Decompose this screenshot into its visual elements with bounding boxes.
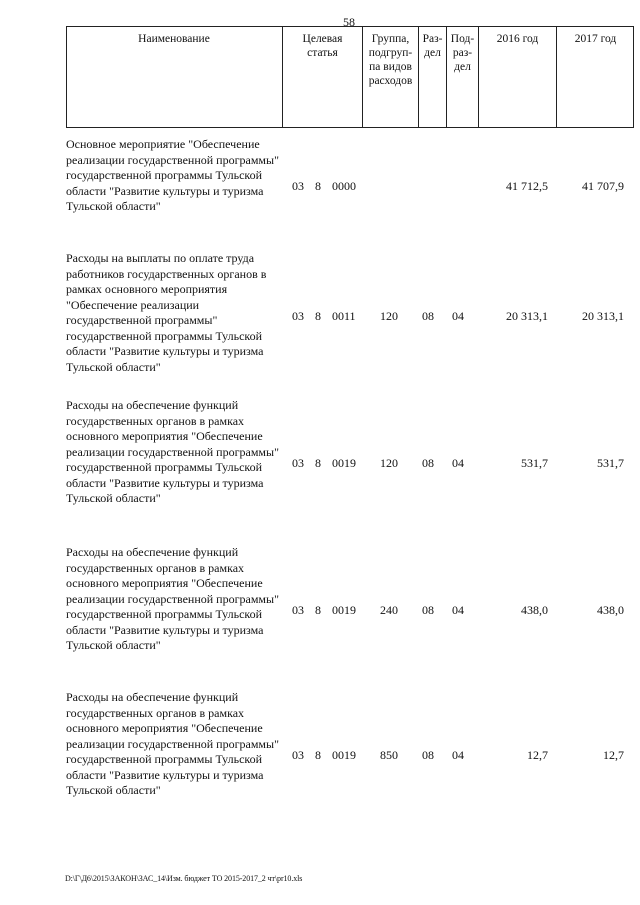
amount-2016: 531,7 [521, 456, 548, 470]
header-group-line: па видов [369, 61, 412, 73]
header-subsection-line: дел [454, 61, 471, 73]
code-program: 03 [292, 456, 304, 470]
row-name: Расходы на обеспечение функций государственных органов в рамках основного мероприятия "Обеспечение реализации государственной программы" государственной программы Тульской области "Развитие культуры и туризма Тульской области" [66, 690, 279, 797]
header-target-article [282, 26, 362, 128]
header-group-line: подгруп- [368, 47, 413, 59]
code-direction: 0019 [332, 748, 356, 762]
code-subprogram: 8 [315, 603, 321, 617]
header-section-line: дел [424, 47, 441, 59]
header-subsection-line: раз- [452, 47, 473, 59]
group-code: 120 [380, 309, 398, 323]
row-name: Основное мероприятие "Обеспечение реализации государственной программы" государственной программы Тульской области "Развитие культуры и туризма Тульской области" [66, 137, 279, 213]
amount-2017: 12,7 [603, 748, 624, 762]
code-direction: 0019 [332, 456, 356, 470]
header-subsection-line: Под- [450, 33, 475, 45]
amount-2017: 20 313,1 [582, 309, 624, 323]
amount-2017: 531,7 [597, 456, 624, 470]
table-row [0, 545, 640, 673]
amount-2016: 12,7 [527, 748, 548, 762]
code-subprogram: 8 [315, 179, 321, 193]
code-program: 03 [292, 309, 304, 323]
file-path-footer: D:\Г\Д6\2015\ЗАКОН\ЗАС_14\Изм. бюджет ТО 2015-2017_2 чт\pr10.xls [65, 874, 303, 883]
subsection-code: 04 [452, 309, 464, 323]
amount-2016: 41 712,5 [506, 179, 548, 193]
page-number: 58 [343, 15, 355, 29]
row-name: Расходы на обеспечение функций государственных органов в рамках основного мероприятия "Обеспечение реализации государственной программы" государственной программы Тульской области "Развитие культуры и туризма Тульской области" [66, 545, 279, 652]
code-direction: 0000 [332, 179, 356, 193]
amount-2017: 438,0 [597, 603, 624, 617]
header-group-line: Группа, [371, 33, 410, 45]
code-program: 03 [292, 748, 304, 762]
table-row [0, 251, 640, 379]
group-code: 850 [380, 748, 398, 762]
table-row [0, 137, 640, 233]
amount-2016: 438,0 [521, 603, 548, 617]
header-target-article-label: Целевая статья [302, 33, 343, 59]
header-year-2017 [556, 26, 634, 128]
header-year-2017-label: 2017 год [574, 33, 617, 45]
table-row [0, 398, 640, 526]
code-direction: 0011 [332, 309, 356, 323]
header-name [66, 26, 282, 128]
header-year-2016-label: 2016 год [496, 33, 539, 45]
group-code: 240 [380, 603, 398, 617]
amount-2016: 20 313,1 [506, 309, 548, 323]
code-program: 03 [292, 603, 304, 617]
code-direction: 0019 [332, 603, 356, 617]
code-program: 03 [292, 179, 304, 193]
header-name-label: Наименование [138, 33, 210, 45]
header-section-line: Раз- [422, 33, 443, 45]
section-code: 08 [422, 456, 434, 470]
table-row [0, 690, 640, 818]
header-year-2016 [478, 26, 556, 128]
row-name: Расходы на обеспечение функций государственных органов в рамках основного мероприятия "Обеспечение реализации государственной программы" государственной программы Тульской области "Развитие культуры и туризма Тульской области" [66, 398, 279, 505]
section-code: 08 [422, 748, 434, 762]
group-code: 120 [380, 456, 398, 470]
subsection-code: 04 [452, 748, 464, 762]
section-code: 08 [422, 603, 434, 617]
section-code: 08 [422, 309, 434, 323]
code-subprogram: 8 [315, 456, 321, 470]
code-subprogram: 8 [315, 748, 321, 762]
header-section [418, 26, 446, 128]
header-subsection [446, 26, 478, 128]
header-group-line: расходов [368, 75, 413, 87]
row-name: Расходы на выплаты по оплате труда работников государственных органов в рамках основного мероприятия "Обеспечение реализации государственной программы" государственной программы Тульской области "Развитие культуры и туризма Тульской области" [66, 251, 267, 374]
subsection-code: 04 [452, 603, 464, 617]
header-group [362, 26, 418, 128]
amount-2017: 41 707,9 [582, 179, 624, 193]
code-subprogram: 8 [315, 309, 321, 323]
subsection-code: 04 [452, 456, 464, 470]
